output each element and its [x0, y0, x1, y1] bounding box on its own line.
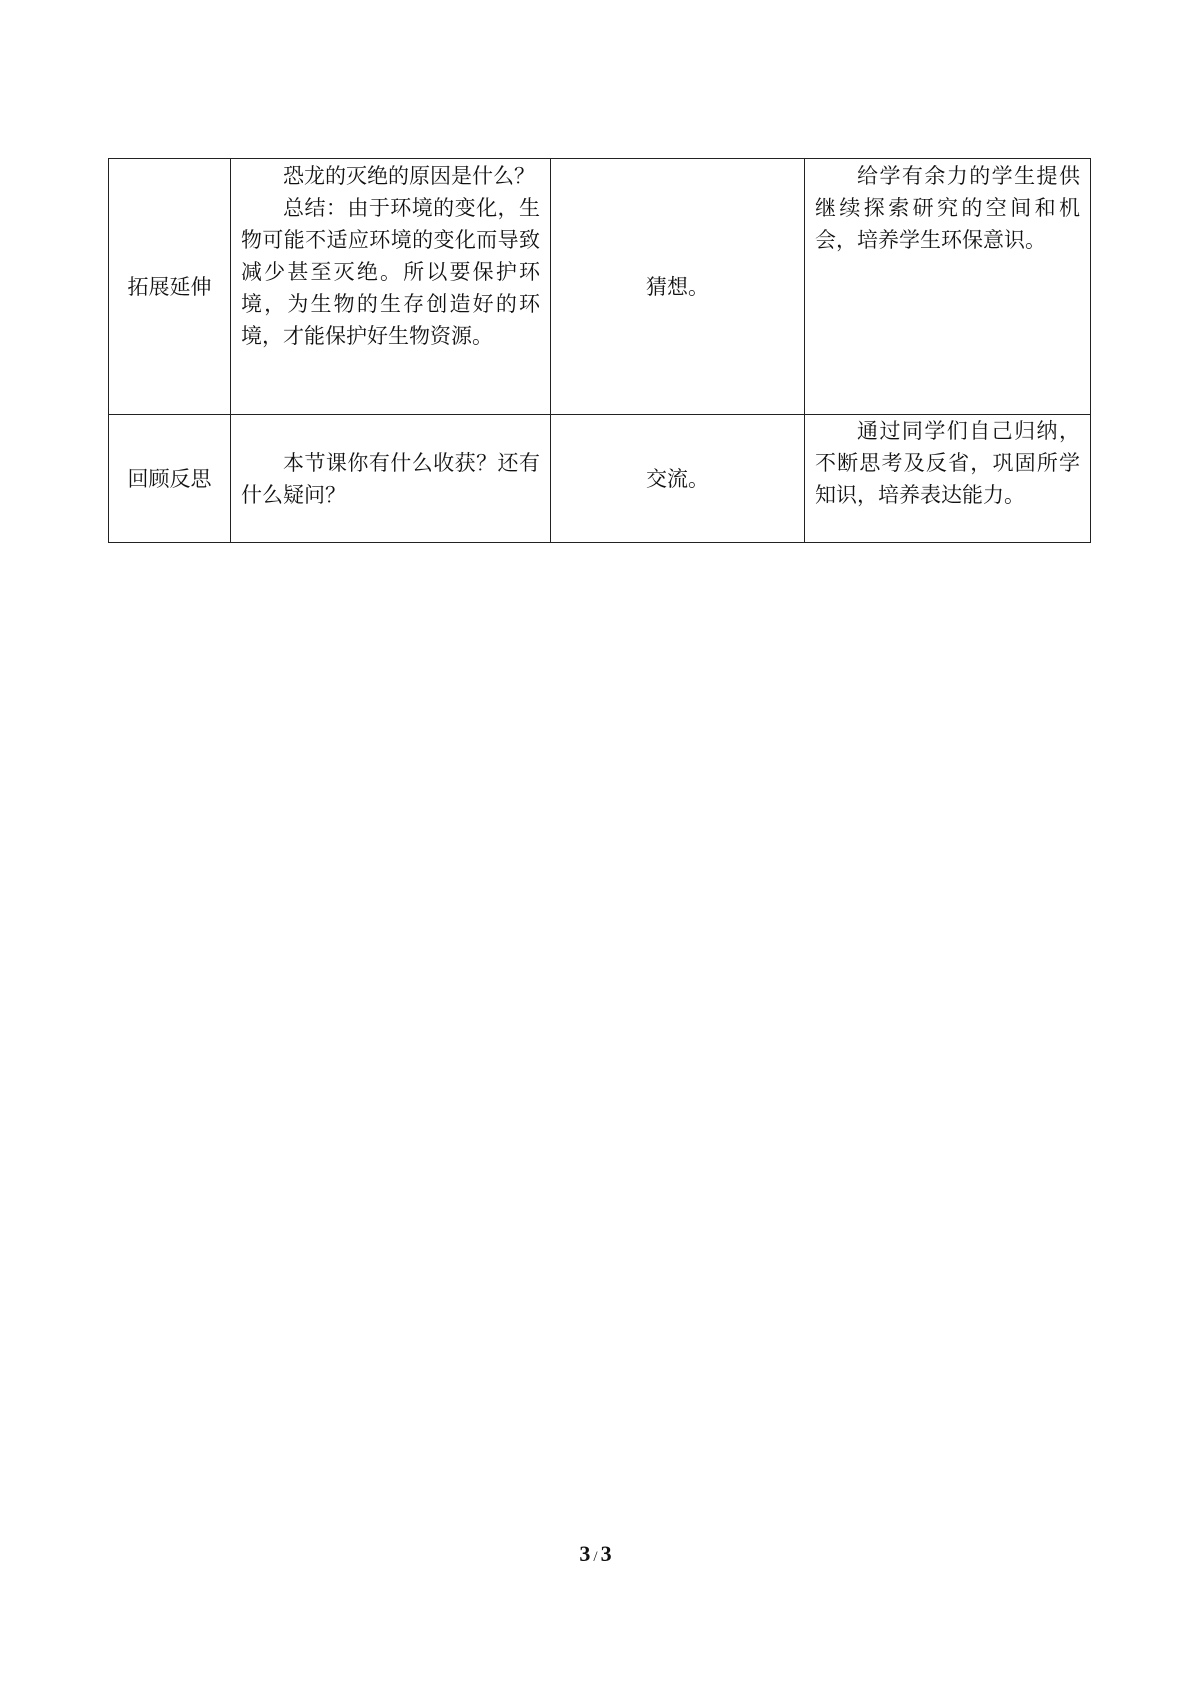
student-activity-cell: 交流。	[551, 415, 805, 543]
lesson-plan-table	[108, 158, 1091, 543]
table-row-review	[109, 415, 1091, 543]
student-activity-cell: 猜想。	[551, 159, 805, 415]
teacher-question: 恐龙的灭绝的原因是什么？	[283, 164, 535, 188]
design-intent-text: 通过同学们自己归纳，不断思考及反省，巩固所学知识，培养表达能力。	[815, 419, 1080, 507]
current-page: 3	[579, 1541, 591, 1566]
teacher-activity-cell	[231, 415, 551, 543]
teacher-question: 本节课你有什么收获？还有什么疑问？	[241, 451, 540, 507]
teacher-activity-cell	[231, 159, 551, 415]
page-separator: /	[593, 1549, 598, 1565]
design-intent-text: 给学有余力的学生提供继续探索研究的空间和机会，培养学生环保意识。	[815, 164, 1080, 252]
table-row-extension	[109, 159, 1091, 415]
total-pages: 3	[600, 1541, 612, 1566]
teacher-summary: 总结：由于环境的变化，生物可能不适应环境的变化而导致减少甚至灭绝。所以要保护环境，为生物的生存创造好的环境，才能保护好生物资源。	[241, 196, 540, 348]
stage-cell: 拓展延伸	[109, 159, 231, 415]
stage-cell: 回顾反思	[109, 415, 231, 543]
design-intent-cell	[805, 159, 1091, 415]
page-number	[0, 1541, 1191, 1567]
design-intent-cell	[805, 415, 1091, 543]
